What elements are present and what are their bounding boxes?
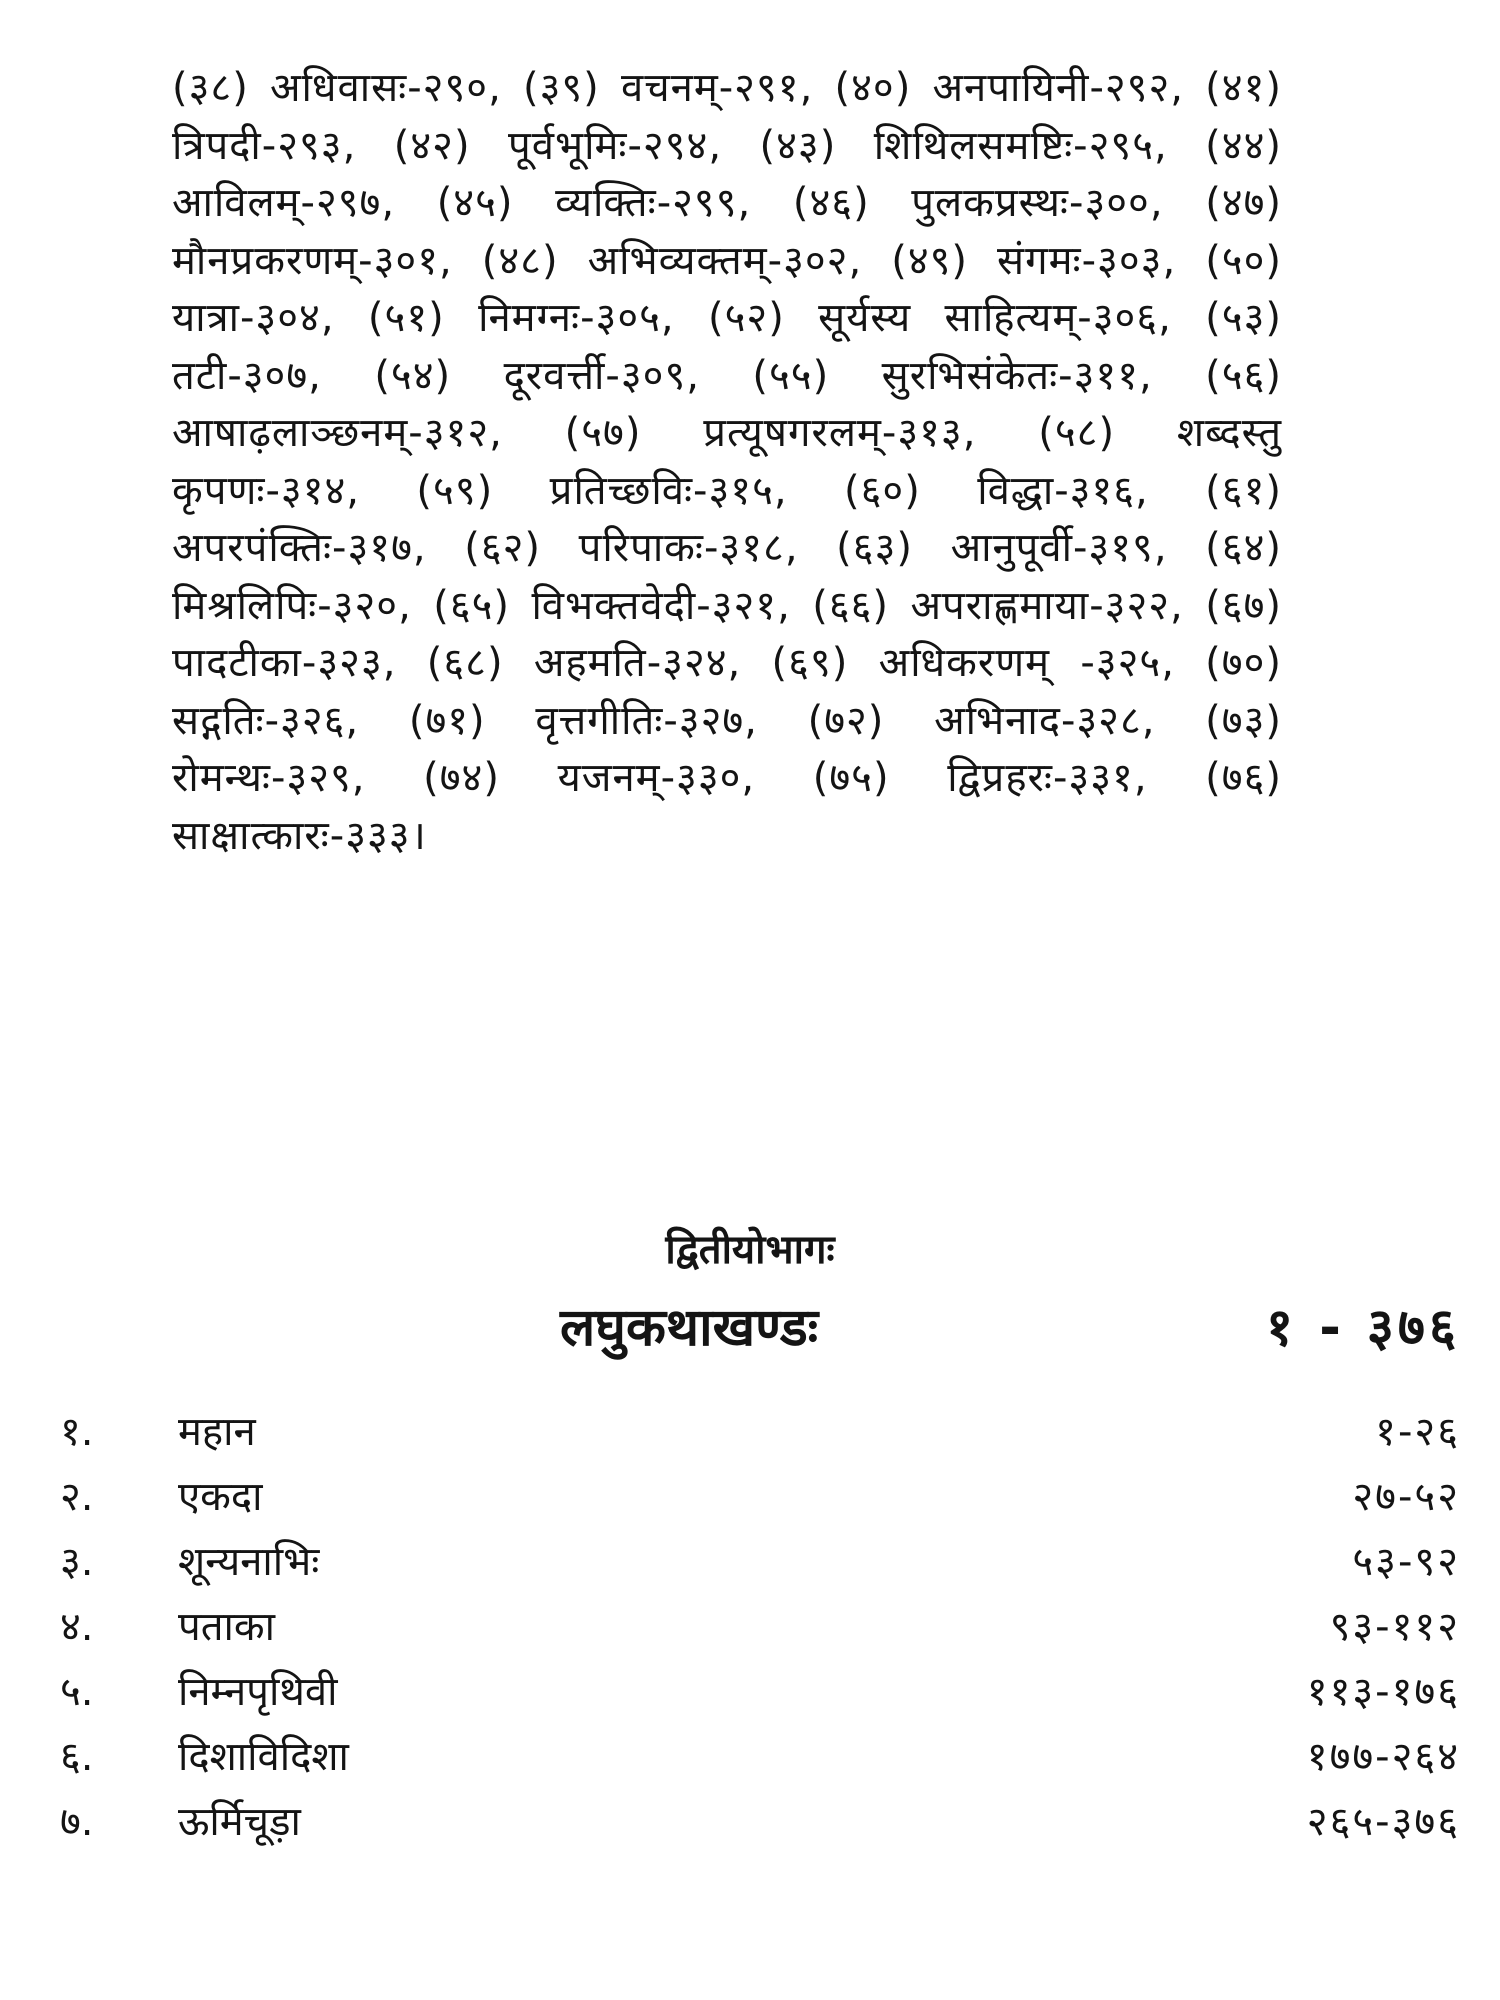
toc-row	[60, 1660, 1460, 1725]
contents-paragraph: (३८) अधिवासः-२९०, (३९) वचनम्-२९१, (४०) अनपायिनी-२९२, (४१) त्रिपदी-२९३, (४२) पूर्वभूमिः-२९४, (४३) शिथिलसमष्टिः-२९५, (४४) आविलम्-२९७, (४५) व्यक्तिः-२९९, (४६) पुलकप्रस्थः-३००, (४७) मौनप्रकरणम्-३०१, (४८) अभिव्यक्तम्-३०२, (४९) संगमः-३०३, (५०) यात्रा-३०४, (५१) निमग्नः-३०५, (५२) सूर्यस्य साहित्यम्-३०६, (५३) तटी-३०७, (५४) दूरवर्त्ती-३०९, (५५) सुरभिसंकेतः-३११, (५६) आषाढ़लाञ्छनम्-३१२, (५७) प्रत्यूषगरलम्-३१३, (५८) शब्दस्तु कृपणः-३१४, (५९) प्रतिच्छविः-३१५, (६०) विद्धा-३१६, (६१) अपरपंक्तिः-३१७, (६२) परिपाकः-३१८, (६३) आनुपूर्वी-३१९, (६४) मिश्रलिपिः-३२०, (६५) विभक्तवेदी-३२१, (६६) अपराह्णमाया-३२२, (६७) पादटीका-३२३, (६८) अहमति-३२४, (६९) अधिकरणम् -३२५, (७०) सद्गतिः-३२६, (७१) वृत्तगीतिः-३२७, (७२) अभिनाद-३२८, (७३) रोमन्थः-३२९, (७४) यजनम्-३३०, (७५) द्विप्रहरः-३३१, (७६) साक्षात्कारः-३३३।	[172, 65, 1282, 859]
toc-title: शून्यनाभिः	[178, 1539, 320, 1585]
toc-page-range: १-२६	[1375, 1409, 1460, 1455]
toc-page-range: २६५-३७६	[1306, 1799, 1460, 1845]
toc-number: ३.	[60, 1539, 94, 1585]
toc-number: ६.	[60, 1734, 94, 1780]
part-heading: द्वितीयोभागः	[665, 1227, 835, 1273]
toc-title: दिशाविदिशा	[178, 1734, 349, 1780]
toc-page-range: ९३-११२	[1329, 1604, 1460, 1650]
toc-row	[60, 1725, 1460, 1790]
toc-row	[60, 1595, 1460, 1660]
table-of-contents	[60, 1400, 1460, 1855]
section-page-range: १ - ३७६	[1266, 1298, 1460, 1358]
section-title: लघुकथाखण्डः	[560, 1298, 819, 1358]
toc-number: ४.	[60, 1604, 94, 1650]
toc-title: निम्नपृथिवी	[178, 1669, 338, 1715]
toc-page-range: ११३-१७६	[1306, 1669, 1460, 1715]
toc-row	[60, 1790, 1460, 1855]
toc-title: एकदा	[178, 1474, 263, 1520]
toc-title: ऊर्मिचूड़ा	[178, 1799, 301, 1845]
toc-page-range: ५३-९२	[1352, 1539, 1460, 1585]
toc-row	[60, 1530, 1460, 1595]
toc-title: महान	[178, 1409, 256, 1455]
section-heading	[560, 1290, 1460, 1366]
toc-row	[60, 1400, 1460, 1465]
toc-page-range: २७-५२	[1352, 1474, 1460, 1520]
toc-number: ५.	[60, 1669, 94, 1715]
toc-row	[60, 1465, 1460, 1530]
toc-number: १.	[60, 1409, 94, 1455]
toc-page-range: १७७-२६४	[1306, 1734, 1460, 1780]
toc-number: ७.	[60, 1799, 94, 1845]
toc-title: पताका	[178, 1604, 275, 1650]
toc-number: २.	[60, 1474, 94, 1520]
